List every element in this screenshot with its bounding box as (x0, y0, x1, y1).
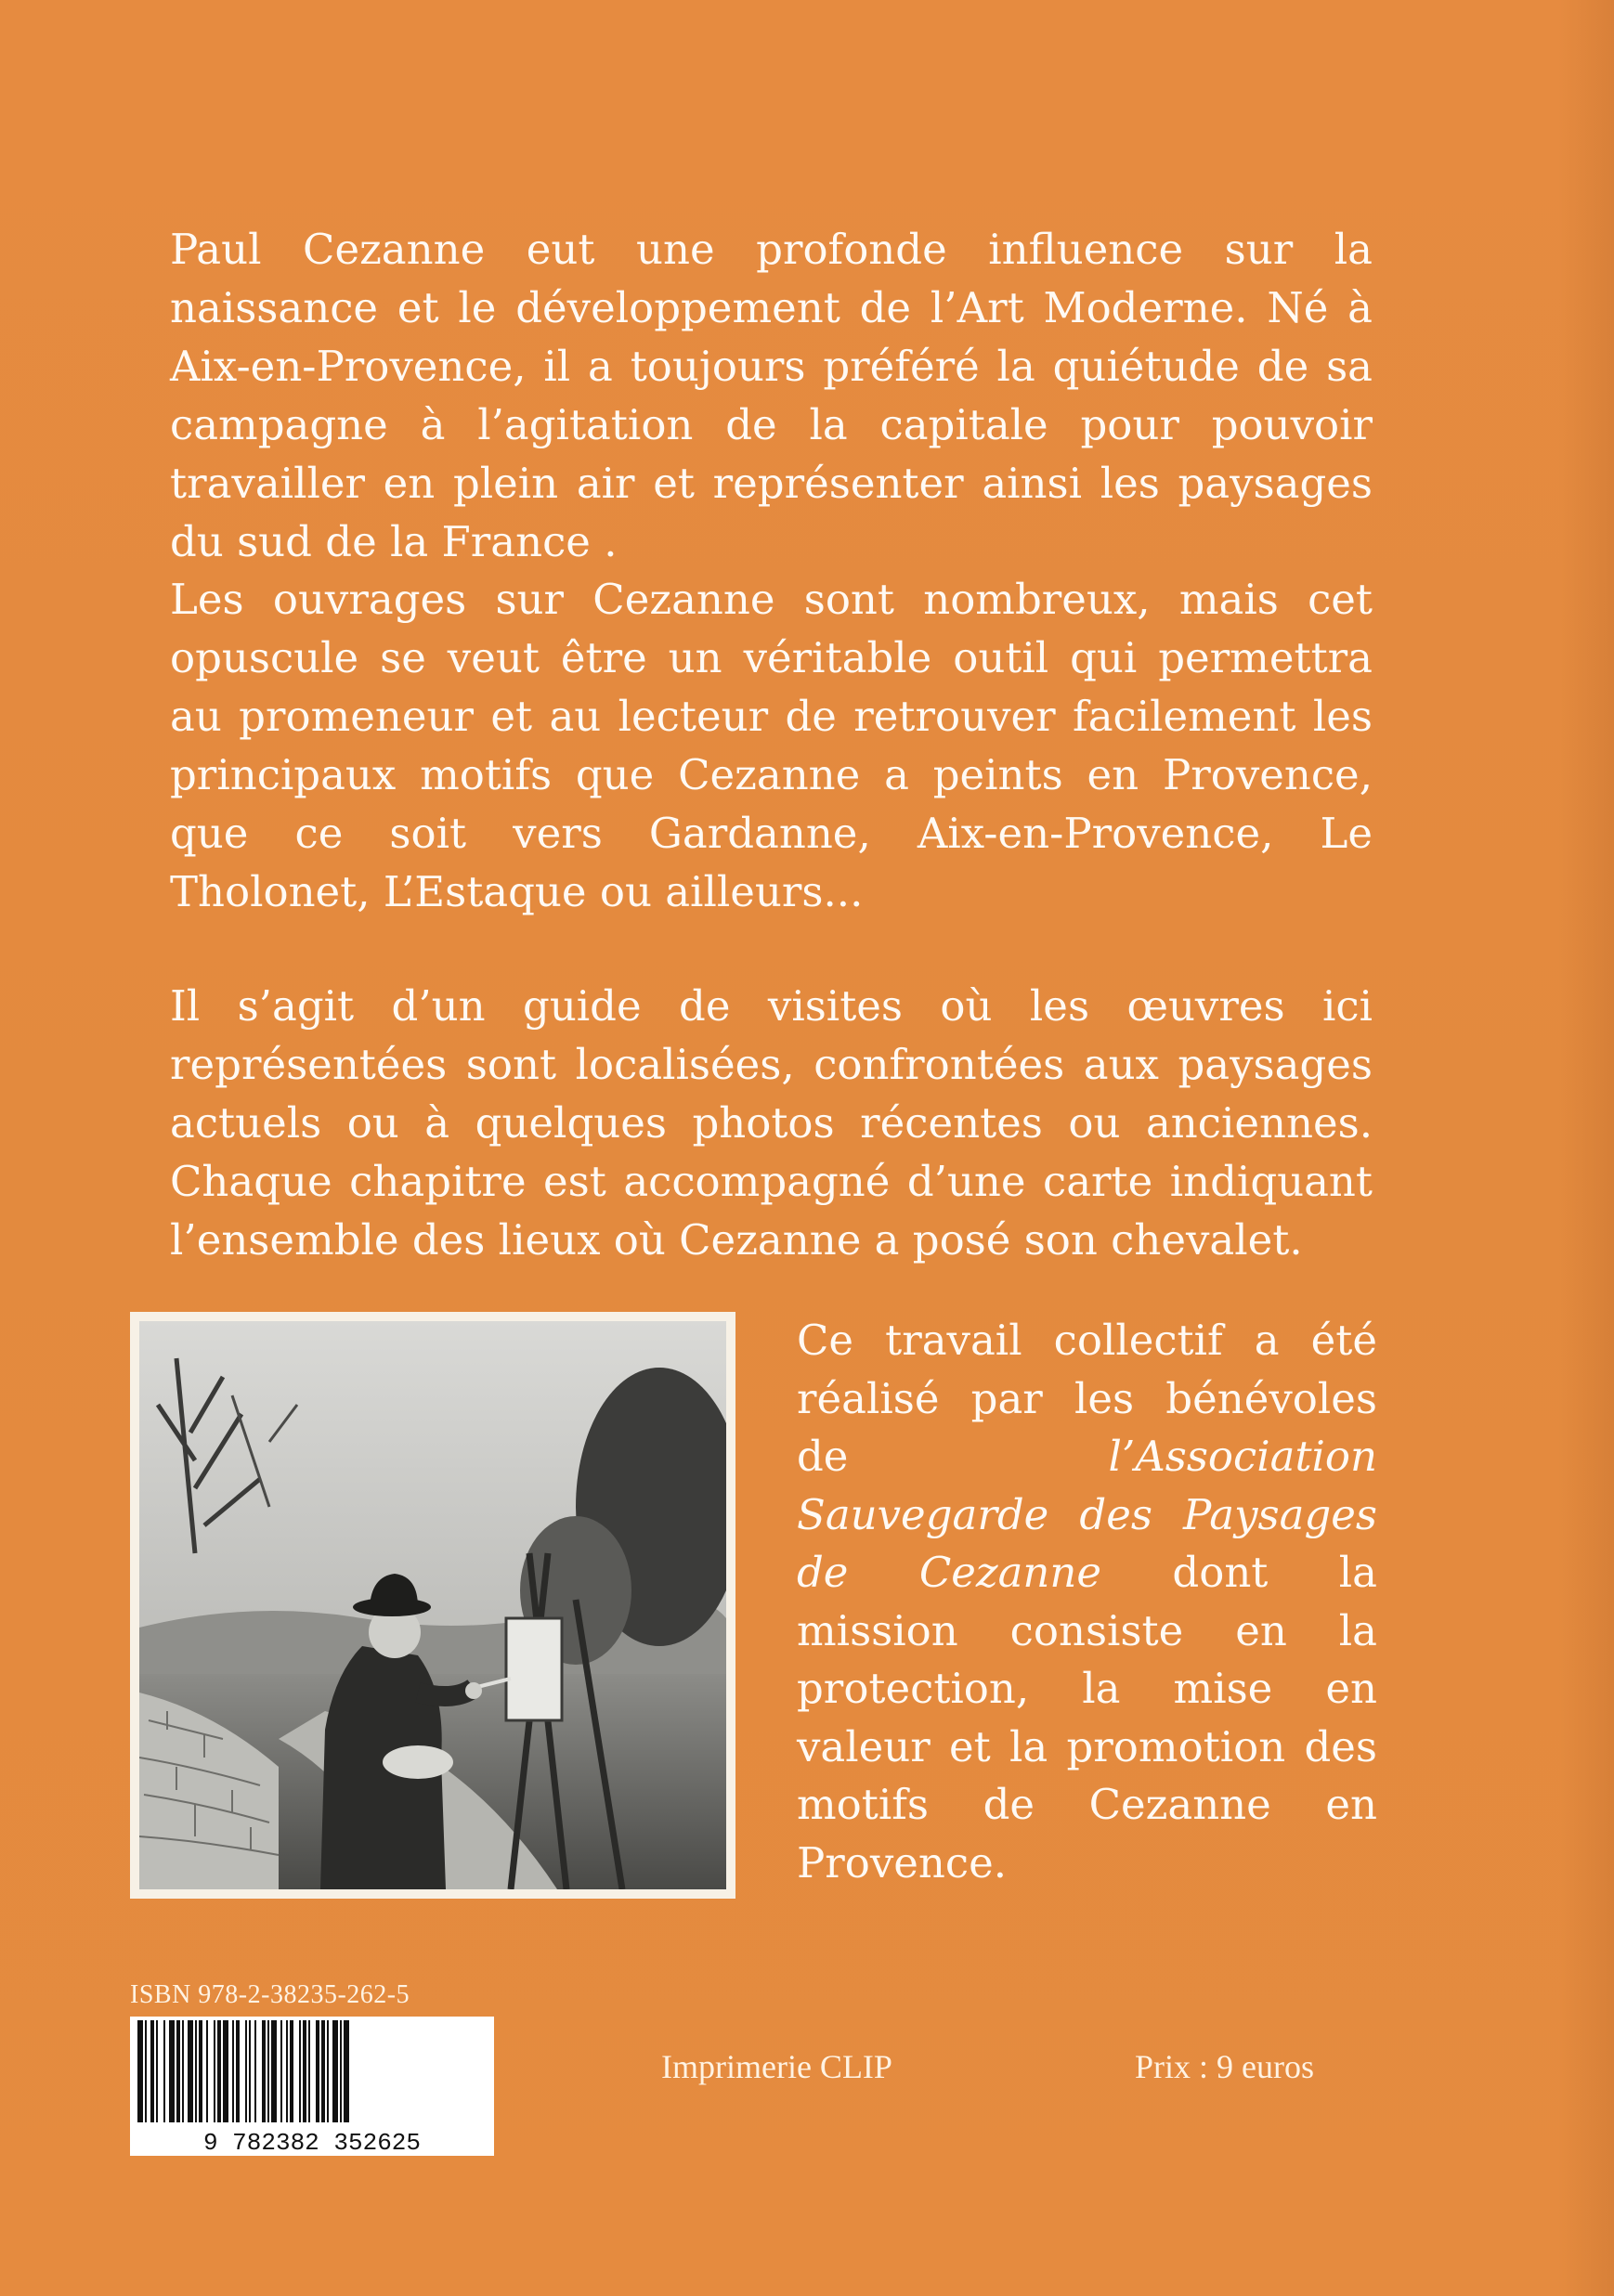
association-paragraph (797, 1312, 1377, 1892)
cezanne-painting-photo (130, 1312, 735, 1899)
barcode-bar (254, 2020, 256, 2122)
barcode-bar (236, 2020, 240, 2122)
guide-paragraph: Il s’agit d’un guide de visites où les œuvres ici représentées sont localisées, confrontées aux paysages actuels ou à quelques photos récentes ou anciennes. Chaque chapitre est accompagné d’une carte indiquant l’ensemble des lieux où Cezanne a posé son chevalet. (170, 981, 1373, 1265)
barcode-bar (249, 2020, 251, 2122)
barcode-bar (156, 2020, 158, 2122)
barcode-bar (169, 2020, 175, 2122)
barcode-bar (332, 2020, 338, 2122)
barcode-bar (150, 2020, 154, 2122)
barcode-bar (299, 2020, 301, 2122)
intro-paragraph: Paul Cezanne eut une profonde influence sur la naissance et le développement de l’Art Moderne. Né à Aix-en-Provence, il a toujours préféré la quiétude de sa campagne à l’agitation de la capitale pour pouvoir travailler en plein air et représenter ainsi les paysages du sud de la France . (170, 225, 1373, 566)
barcode-bar (316, 2020, 319, 2122)
barcode-bar (321, 2020, 325, 2122)
books-paragraph: Les ouvrages sur Cezanne sont nombreux, mais cet opuscule se veut être un véritable outil qui permettra au promeneur et au lecteur de retrouver facilement les principaux motifs que Cezanne a peints en Provence, que ce soit vers Gardanne, Aix-en-Provence, Le Tholonet, L’Estaque ou ailleurs... (170, 575, 1373, 916)
barcode-bar (176, 2020, 180, 2122)
barcode-bar (245, 2020, 247, 2122)
barcode-bar (188, 2020, 193, 2122)
barcode-bar (214, 2020, 215, 2122)
barcode-digits: 9 782382 352625 (202, 2129, 422, 2156)
barcode-bar (290, 2020, 293, 2122)
barcode-bar (303, 2020, 306, 2122)
barcode-bar (344, 2020, 349, 2122)
barcode-bar (340, 2020, 342, 2122)
association-text-before: Ce travail collectif a été réalisé par les bénévoles de (797, 1316, 1377, 1481)
photo-illustration (139, 1321, 726, 1889)
barcode-bar (308, 2020, 310, 2122)
barcode-bar (262, 2020, 266, 2122)
barcode-bar (137, 2020, 143, 2122)
barcode-bar (163, 2020, 165, 2122)
isbn-number: ISBN 978-2-38235-262-5 (130, 1980, 410, 2009)
barcode-bar (195, 2020, 197, 2122)
barcode-bar (199, 2020, 202, 2122)
barcode-bar (232, 2020, 234, 2122)
association-name: l’Association Sauvegarde des Paysages de Cezanne (797, 1432, 1377, 1597)
cover-edge-shadow (1558, 0, 1614, 2296)
barcode-bar (182, 2020, 184, 2122)
barcode-bar (145, 2020, 147, 2122)
barcode-bar (280, 2020, 282, 2122)
printer-name: Imprimerie CLIP (661, 2048, 892, 2085)
barcode-bar (271, 2020, 277, 2122)
barcode-bar (206, 2020, 208, 2122)
barcode-bar (327, 2020, 329, 2122)
barcode-bar (217, 2020, 221, 2122)
barcode-bar (286, 2020, 288, 2122)
barcode-bar (267, 2020, 269, 2122)
barcode-bars (130, 2017, 494, 2156)
association-text-after: dont la mission consiste en la protection, la mise en valeur et la promotion des motifs de Cezanne en Provence. (797, 1548, 1378, 1887)
price-label: Prix : 9 euros (1135, 2048, 1314, 2085)
barcode-bar (223, 2020, 228, 2122)
isbn-barcode (130, 2017, 494, 2156)
